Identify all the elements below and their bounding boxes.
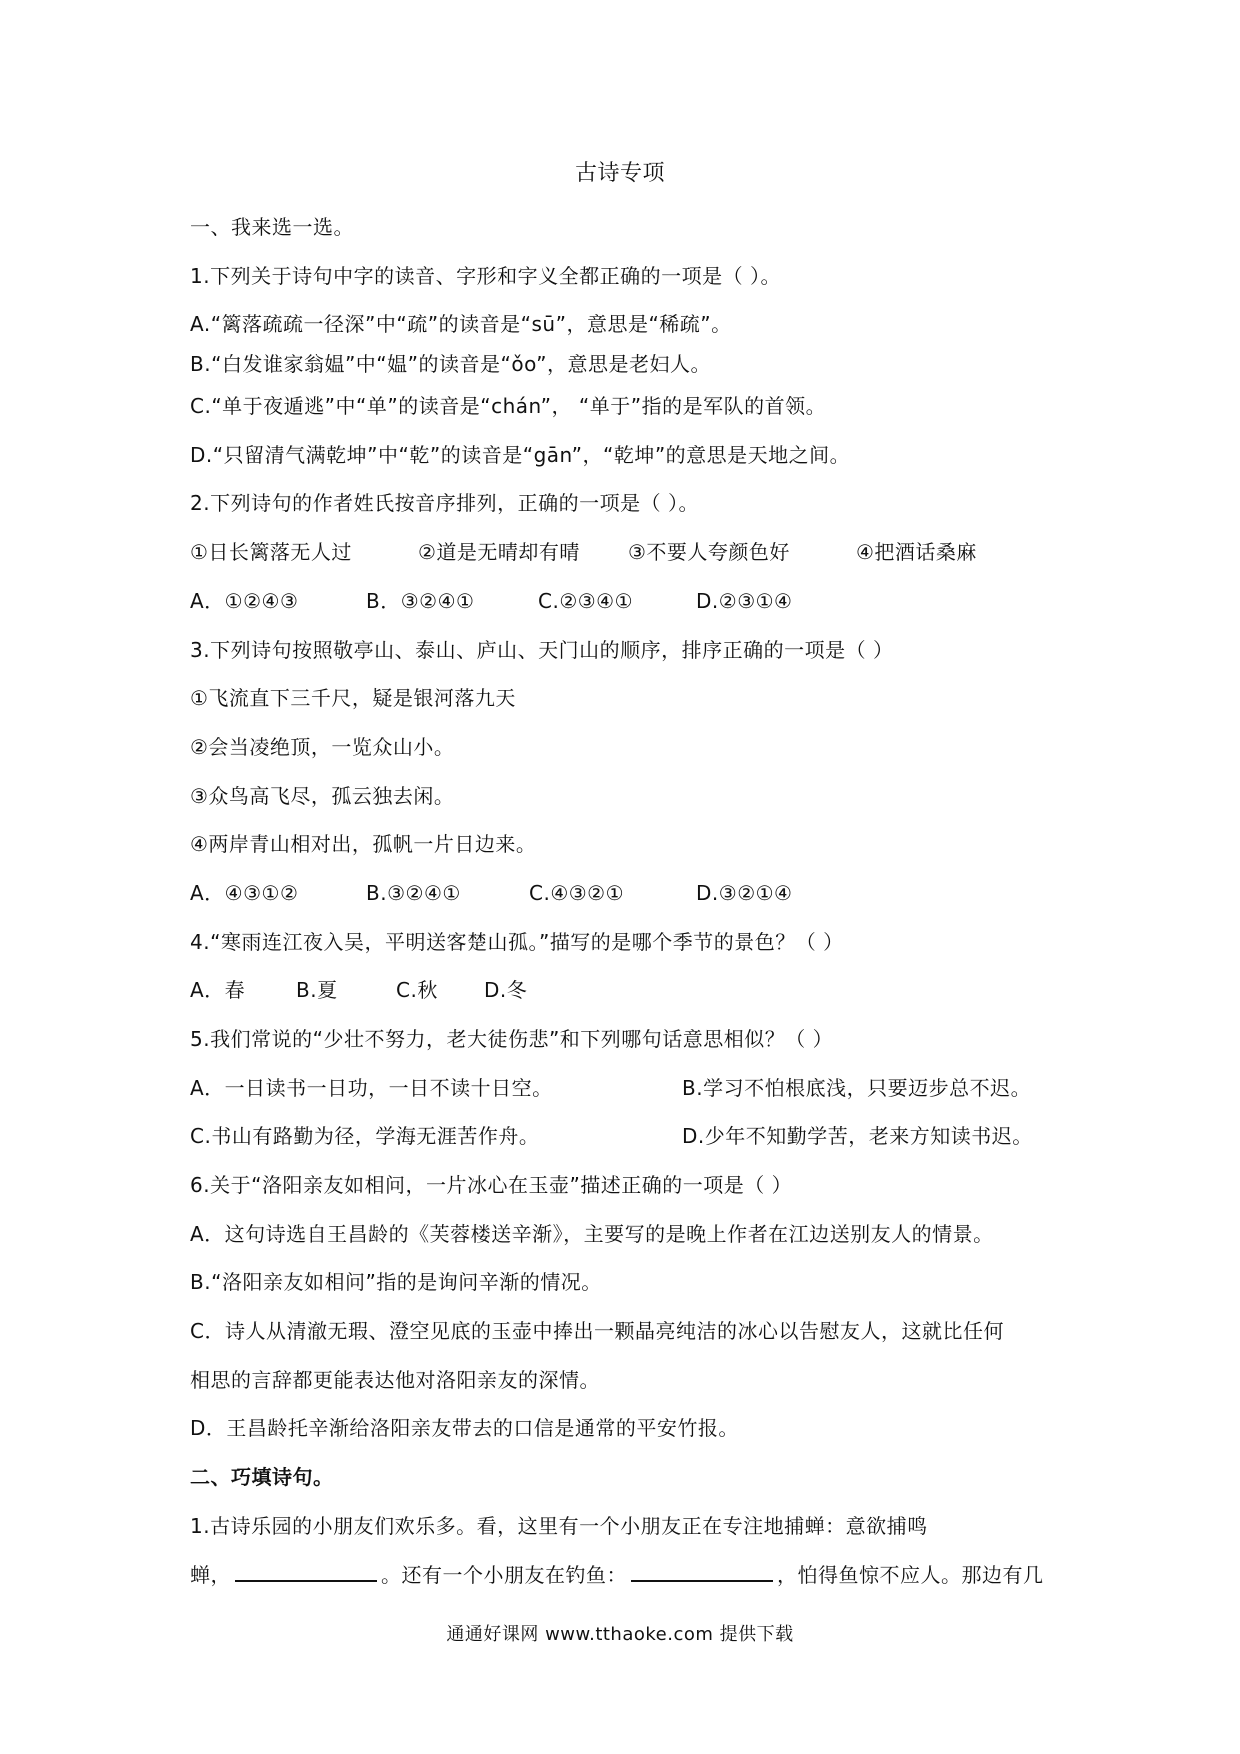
q3-option: A．④③①②	[190, 881, 299, 905]
q2-option: A．①②④③	[190, 589, 299, 613]
q1-option-b: B.“白发谁家翁媪”中“媪”的读音是“ǒo”，意思是老妇人。	[190, 352, 712, 376]
q2-item: ②道是无晴却有晴	[418, 540, 580, 564]
q3-line-3: ③众鸟高飞尽，孤云独去闲。	[190, 784, 455, 808]
q6-option-b: B.“洛阳亲友如相问”指的是询问辛渐的情况。	[190, 1270, 602, 1294]
q2-item: ①日长篱落无人过	[190, 540, 352, 564]
q5-stem: 5.我们常说的“少壮不努力，老大徒伤悲”和下列哪句话意思相似？（ ）	[190, 1027, 834, 1051]
q2-item: ④把酒话桑麻	[856, 540, 977, 564]
s2-text-segment: ，怕得鱼惊不应人。那边有几	[777, 1563, 1044, 1587]
s2-text-segment: 蝉，	[190, 1563, 231, 1587]
q1-stem: 1.下列关于诗句中字的读音、字形和字义全都正确的一项是（ ）。	[190, 264, 781, 288]
q6-stem: 6.关于“洛阳亲友如相问，一片冰心在玉壶”描述正确的一项是（ ）	[190, 1173, 793, 1197]
q5-option-c: C.书山有路勤为径，学海无涯苦作舟。	[190, 1124, 540, 1148]
s2-paragraph-line-2	[190, 1560, 1044, 1589]
q2-option: B．③②④①	[366, 589, 475, 613]
q2-item: ③不要人夸颜色好	[628, 540, 790, 564]
q3-line-4: ④两岸青山相对出，孤帆一片日边来。	[190, 832, 537, 856]
q3-line-1: ①飞流直下三千尺，疑是银河落九天	[190, 686, 516, 710]
q3-option: B.③②④①	[366, 881, 461, 905]
q4-option: C.秋	[396, 978, 438, 1002]
q4-stem: 4.“寒雨连江夜入吴，平明送客楚山孤。”描写的是哪个季节的景色？（ ）	[190, 930, 844, 954]
q4-option: D.冬	[484, 978, 528, 1002]
q4-options	[190, 976, 527, 1004]
q3-line-2: ②会当凌绝顶，一览众山小。	[190, 735, 455, 759]
q6-option-d: D．王昌龄托辛渐给洛阳亲友带去的口信是通常的平安竹报。	[190, 1416, 739, 1440]
q4-option: A．春	[190, 978, 246, 1002]
fill-blank[interactable]	[631, 1560, 773, 1582]
q1-option-d: D.“只留清气满乾坤”中“乾”的读音是“gān”，“乾坤”的意思是天地之间。	[190, 443, 851, 467]
q2-option: D.②③①④	[696, 589, 793, 613]
q5-option-b: B.学习不怕根底浅，只要迈步总不迟。	[682, 1076, 1032, 1100]
q2-options	[190, 587, 792, 615]
q1-option-c: C.“单于夜遁逃”中“单”的读音是“chán”， “单于”指的是军队的首领。	[190, 394, 827, 418]
s2-text-segment: 。还有一个小朋友在钓鱼：	[381, 1563, 627, 1587]
q3-option: D.③②①④	[696, 881, 793, 905]
footer-text: 通通好课网 www.tthaoke.com 提供下载	[446, 1624, 794, 1645]
q6-option-a: A．这句诗选自王昌龄的《芙蓉楼送辛渐》，主要写的是晚上作者在江边送别友人的情景。	[190, 1222, 994, 1246]
q2-items	[190, 538, 977, 566]
q2-option: C.②③④①	[538, 589, 634, 613]
section2-heading: 二、巧填诗句。	[190, 1465, 334, 1489]
q1-option-a: A.“篱落疏疏一径深”中“疏”的读音是“sū”，意思是“稀疏”。	[190, 312, 732, 336]
q5-option-d: D.少年不知勤学苦，老来方知读书迟。	[682, 1124, 1033, 1148]
q3-options	[190, 879, 792, 907]
section1-heading: 一、我来选一选。	[190, 215, 354, 239]
q5-option-a: A．一日读书一日功，一日不读十日空。	[190, 1076, 553, 1100]
q6-option-c-line-2: 相思的言辞都更能表达他对洛阳亲友的深情。	[190, 1368, 600, 1392]
q4-option: B.夏	[296, 978, 338, 1002]
q6-option-c-line-1: C．诗人从清澈无瑕、澄空见底的玉壶中捧出一颗晶亮纯洁的冰心以告慰友人，这就比任何	[190, 1319, 1004, 1343]
q2-stem: 2.下列诗句的作者姓氏按音序排列，正确的一项是（ ）。	[190, 491, 699, 515]
s2-paragraph-line-1: 1.古诗乐园的小朋友们欢乐多。看，这里有一个小朋友正在专注地捕蝉：意欲捕鸣	[190, 1514, 928, 1538]
q3-stem: 3.下列诗句按照敬亭山、泰山、庐山、天门山的顺序，排序正确的一项是（ ）	[190, 638, 894, 662]
q3-option: C.④③②①	[529, 881, 625, 905]
page-title: 古诗专项	[574, 161, 665, 186]
fill-blank[interactable]	[235, 1560, 377, 1582]
